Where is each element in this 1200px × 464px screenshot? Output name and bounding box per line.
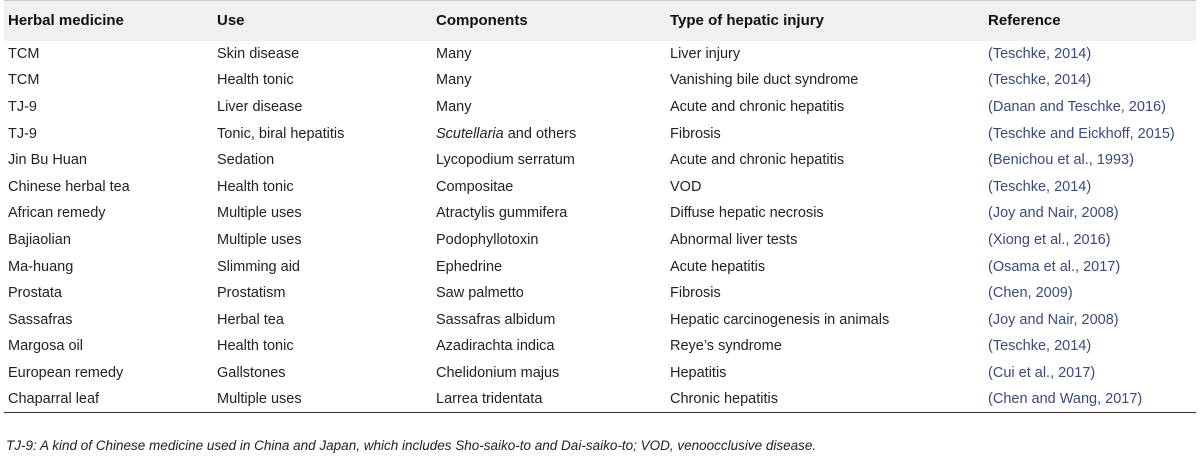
cell-injury: Reye’s syndrome — [670, 338, 782, 355]
cell-reference: (Teschke, 2014) — [988, 338, 1092, 355]
reference-link[interactable]: Teschke, 2014 — [992, 338, 1087, 355]
cell-components: Chelidonium majus — [436, 364, 560, 381]
cell-use: Gallstones — [217, 364, 286, 381]
reference-link[interactable]: Xiong et al., 2016 — [992, 231, 1106, 248]
header-herbal-medicine: Herbal medicine — [4, 1, 213, 41]
cell-components: Saw palmetto — [436, 285, 524, 302]
table-row — [4, 173, 1196, 200]
cell-medicine: Chinese herbal tea — [8, 178, 130, 195]
reference-link[interactable]: Cui et al., 2017 — [992, 364, 1091, 381]
table-row — [4, 120, 1196, 147]
table-row — [4, 280, 1196, 307]
cell-use: Multiple uses — [217, 231, 302, 248]
cell-medicine: African remedy — [8, 205, 106, 222]
table-row — [4, 253, 1196, 280]
cell-reference: (Teschke, 2014) — [988, 178, 1092, 195]
cell-injury: Acute and chronic hepatitis — [670, 152, 845, 169]
cell-injury: Fibrosis — [670, 285, 721, 302]
cell-use: Herbal tea — [217, 311, 284, 328]
cell-medicine: Bajiaolian — [8, 231, 71, 248]
cell-injury: Fibrosis — [670, 125, 721, 142]
cell-components: Compositae — [436, 178, 514, 195]
cell-medicine: TJ-9 — [8, 125, 37, 142]
cell-components: Azadirachta indica — [436, 338, 555, 355]
table-footnote: TJ-9: A kind of Chinese medicine used in China and Japan, which includes Sho-saiko-to and Dai-saiko-to; VOD, venoocclusive disease. — [6, 438, 817, 453]
cell-components: Sassafras albidum — [436, 311, 556, 328]
cell-use: Health tonic — [217, 178, 294, 195]
cell-medicine: TJ-9 — [8, 98, 37, 115]
cell-medicine: TCM — [8, 45, 40, 62]
reference-link[interactable]: Teschke, 2014 — [992, 72, 1087, 89]
cell-use: Sedation — [217, 152, 275, 169]
header-reference: Reference — [984, 1, 1196, 41]
cell-medicine: European remedy — [8, 364, 124, 381]
herbal-hepatotoxicity-table — [4, 0, 1196, 413]
cell-injury: Diffuse hepatic necrosis — [670, 205, 824, 222]
cell-components: Many — [436, 72, 472, 89]
cell-components: Lycopodium serratum — [436, 152, 575, 169]
cell-components — [432, 120, 666, 147]
reference-link[interactable]: Joy and Nair, 2008 — [992, 205, 1114, 222]
cell-use: Prostatism — [217, 285, 286, 302]
cell-components: Podophyllotoxin — [436, 231, 539, 248]
cell-injury: Acute hepatitis — [670, 258, 766, 275]
table-row — [4, 227, 1196, 254]
cell-components: Larrea tridentata — [432, 386, 666, 413]
header-hepatic-injury: Type of hepatic injury — [666, 1, 984, 41]
reference-link[interactable]: Joy and Nair, 2008 — [992, 311, 1114, 328]
cell-injury: Hepatic carcinogenesis in animals — [670, 311, 890, 328]
cell-injury: Acute and chronic hepatitis — [670, 98, 845, 115]
cell-use: Liver disease — [217, 98, 303, 115]
table-row — [4, 306, 1196, 333]
cell-medicine: TCM — [8, 72, 40, 89]
cell-use: Tonic, biral hepatitis — [217, 125, 345, 142]
cell-use: Multiple uses — [217, 205, 302, 222]
reference-link[interactable]: Osama et al., 2017 — [992, 258, 1116, 275]
table-row — [4, 147, 1196, 174]
cell-injury: Abnormal liver tests — [670, 231, 798, 248]
cell-use: Multiple uses — [213, 386, 432, 413]
cell-medicine: Jin Bu Huan — [8, 152, 87, 169]
table-row — [4, 333, 1196, 360]
cell-injury: Liver injury — [670, 45, 741, 62]
table-header-row — [4, 1, 1196, 41]
components-italic: Scutellaria — [436, 125, 504, 142]
header-components: Components — [432, 1, 666, 41]
cell-medicine: Sassafras — [8, 311, 73, 328]
cell-reference: (Xiong et al., 2016) — [988, 231, 1111, 248]
cell-injury: Vanishing bile duct syndrome — [670, 72, 859, 89]
header-use: Use — [213, 1, 432, 41]
cell-medicine: Margosa oil — [8, 338, 83, 355]
table-row — [4, 67, 1196, 94]
cell-reference: (Teschke, 2014) — [988, 45, 1092, 62]
cell-components: Ephedrine — [436, 258, 503, 275]
reference-link[interactable]: Teschke and Eickhoff, 2015 — [992, 125, 1170, 142]
table-row — [4, 360, 1196, 387]
cell-medicine: Prostata — [8, 285, 62, 302]
cell-use: Health tonic — [217, 72, 294, 89]
cell-reference: (Chen, 2009) — [988, 285, 1073, 302]
cell-medicine: Ma-huang — [8, 258, 74, 275]
cell-reference: (Teschke, 2014) — [988, 72, 1092, 89]
cell-use: Health tonic — [217, 338, 294, 355]
reference-link[interactable]: Teschke, 2014 — [992, 45, 1087, 62]
reference-link[interactable]: Chen and Wang, 2017 — [992, 391, 1138, 408]
cell-reference: (Chen and Wang, 2017) — [984, 386, 1196, 413]
cell-injury: Chronic hepatitis — [666, 386, 984, 413]
cell-reference: (Osama et al., 2017) — [988, 258, 1121, 275]
cell-reference: (Benichou et al., 1993) — [988, 152, 1134, 169]
reference-link[interactable]: Chen, 2009 — [992, 285, 1068, 302]
table-row — [4, 41, 1196, 68]
cell-components: Atractylis gummifera — [436, 205, 568, 222]
components-rest: and others — [503, 125, 577, 142]
cell-components: Many — [436, 98, 472, 115]
cell-injury: Hepatitis — [670, 364, 727, 381]
reference-link[interactable]: Teschke, 2014 — [992, 178, 1087, 195]
reference-link[interactable]: Benichou et al., 1993 — [992, 152, 1130, 169]
cell-injury: VOD — [670, 178, 702, 195]
table-row — [4, 386, 1196, 413]
table-row — [4, 94, 1196, 121]
table-body — [4, 41, 1196, 413]
table-row — [4, 200, 1196, 227]
cell-reference: (Cui et al., 2017) — [988, 364, 1096, 381]
cell-use: Skin disease — [217, 45, 300, 62]
cell-reference: (Teschke and Eickhoff, 2015) — [988, 125, 1175, 142]
reference-link[interactable]: Danan and Teschke, 2016 — [992, 98, 1162, 115]
cell-use: Slimming aid — [217, 258, 300, 275]
cell-components: Many — [436, 45, 472, 62]
cell-reference: (Danan and Teschke, 2016) — [988, 98, 1166, 115]
cell-reference: (Joy and Nair, 2008) — [988, 311, 1119, 328]
cell-medicine: Chaparral leaf — [4, 386, 213, 413]
cell-reference: (Joy and Nair, 2008) — [988, 205, 1119, 222]
